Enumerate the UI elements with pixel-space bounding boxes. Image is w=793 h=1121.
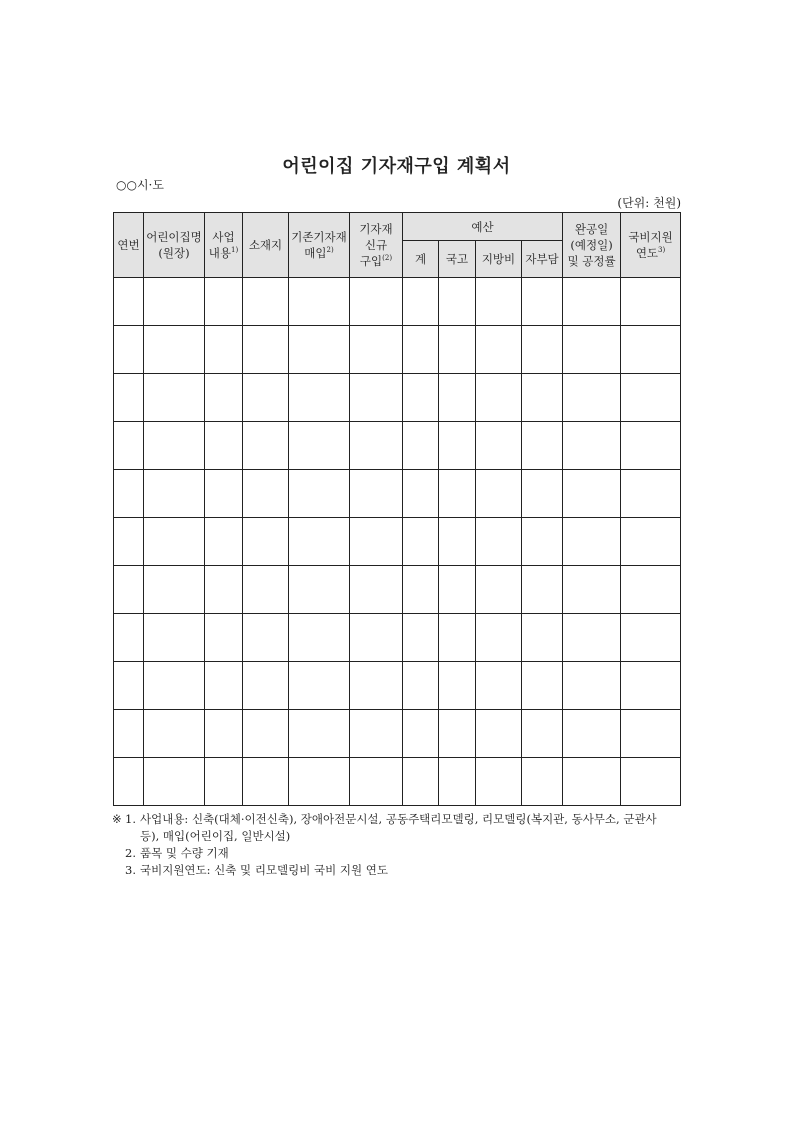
- table-cell[interactable]: [114, 614, 144, 662]
- table-cell[interactable]: [144, 278, 205, 326]
- table-cell[interactable]: [243, 710, 289, 758]
- table-cell[interactable]: [522, 470, 563, 518]
- table-cell[interactable]: [476, 422, 522, 470]
- table-cell[interactable]: [289, 662, 350, 710]
- table-cell[interactable]: [621, 278, 681, 326]
- footnote-1-text: 사업내용: 신축(대체·이전신축), 장애아전문시설, 공동주택리모델링, 리모델링(복지관, 동사무소, 군관사: [140, 812, 657, 826]
- region-label: ○○시·도: [116, 178, 164, 192]
- table-cell[interactable]: [289, 326, 350, 374]
- table-cell[interactable]: [476, 518, 522, 566]
- table-cell[interactable]: [621, 518, 681, 566]
- table-row: [114, 422, 681, 470]
- table-cell[interactable]: [350, 278, 403, 326]
- table-cell[interactable]: [476, 710, 522, 758]
- table-row: [114, 710, 681, 758]
- header-support-year: 국비지원 연도$^{3)}$: [621, 213, 681, 278]
- table-cell[interactable]: [522, 758, 563, 806]
- table-cell[interactable]: [403, 710, 439, 758]
- table-cell[interactable]: [350, 470, 403, 518]
- table-row: [114, 566, 681, 614]
- table-row: [114, 662, 681, 710]
- table-cell[interactable]: [350, 422, 403, 470]
- table-cell[interactable]: [621, 470, 681, 518]
- table-cell[interactable]: [243, 326, 289, 374]
- table-cell[interactable]: [243, 374, 289, 422]
- header-budget-national: 국고: [439, 241, 476, 278]
- table-cell[interactable]: [205, 278, 243, 326]
- header-serial: 연번: [114, 213, 144, 278]
- table-cell[interactable]: [289, 422, 350, 470]
- table-cell[interactable]: [114, 374, 144, 422]
- footnote-1-continued: 등), 매입(어린이집, 일반시설): [140, 829, 291, 843]
- table-cell[interactable]: [621, 566, 681, 614]
- header-completion: 완공일 (예정일) 및 공정률: [563, 213, 621, 278]
- table-row: [114, 326, 681, 374]
- table-cell[interactable]: [439, 326, 476, 374]
- table-cell[interactable]: [144, 662, 205, 710]
- table-cell[interactable]: [205, 518, 243, 566]
- table-cell[interactable]: [350, 374, 403, 422]
- table-cell[interactable]: [144, 518, 205, 566]
- table-cell[interactable]: [476, 374, 522, 422]
- table-cell[interactable]: [563, 470, 621, 518]
- table-cell[interactable]: [114, 710, 144, 758]
- table-cell[interactable]: [403, 326, 439, 374]
- table-cell[interactable]: [439, 710, 476, 758]
- table-cell[interactable]: [563, 662, 621, 710]
- table-cell[interactable]: [403, 470, 439, 518]
- table-cell[interactable]: [114, 422, 144, 470]
- footnote-3-text: 국비지원연도: 신축 및 리모델링비 국비 지원 연도: [140, 863, 388, 877]
- table-cell[interactable]: [205, 470, 243, 518]
- table-cell[interactable]: [439, 422, 476, 470]
- header-location: 소재지: [243, 213, 289, 278]
- table-cell[interactable]: [243, 518, 289, 566]
- header-budget-self: 자부담: [522, 241, 563, 278]
- table-cell[interactable]: [439, 374, 476, 422]
- table-cell[interactable]: [621, 422, 681, 470]
- table-cell[interactable]: [563, 278, 621, 326]
- table-cell[interactable]: [289, 518, 350, 566]
- table-cell[interactable]: [114, 518, 144, 566]
- table-cell[interactable]: [350, 710, 403, 758]
- table-cell[interactable]: [621, 326, 681, 374]
- table-cell[interactable]: [289, 278, 350, 326]
- table-cell[interactable]: [439, 470, 476, 518]
- table-cell[interactable]: [403, 422, 439, 470]
- table-cell[interactable]: [522, 614, 563, 662]
- table-cell[interactable]: [563, 614, 621, 662]
- table-cell[interactable]: [289, 566, 350, 614]
- table-cell[interactable]: [289, 710, 350, 758]
- table-cell[interactable]: [144, 614, 205, 662]
- footnote-2: 2. 품목 및 수량 기재: [125, 846, 229, 860]
- table-cell[interactable]: [522, 710, 563, 758]
- table-cell[interactable]: [144, 422, 205, 470]
- table-cell[interactable]: [205, 422, 243, 470]
- table-cell[interactable]: [289, 470, 350, 518]
- table-cell[interactable]: [243, 422, 289, 470]
- table-cell[interactable]: [563, 518, 621, 566]
- table-cell[interactable]: [205, 710, 243, 758]
- table-cell[interactable]: [522, 662, 563, 710]
- table-cell[interactable]: [621, 758, 681, 806]
- table-cell[interactable]: [439, 662, 476, 710]
- table-cell[interactable]: [144, 470, 205, 518]
- table-cell[interactable]: [243, 566, 289, 614]
- header-center-name: 어린이집명 (원장): [144, 213, 205, 278]
- header-new-equipment: 기자재 신규 구입$^{(2)}$: [350, 213, 403, 278]
- table-cell[interactable]: [439, 278, 476, 326]
- table-cell[interactable]: [205, 758, 243, 806]
- table-cell[interactable]: [563, 758, 621, 806]
- table-cell[interactable]: [144, 758, 205, 806]
- header-budget-local: 지방비: [476, 241, 522, 278]
- table-cell[interactable]: [114, 326, 144, 374]
- table-cell[interactable]: [476, 566, 522, 614]
- table-cell[interactable]: [621, 614, 681, 662]
- table-cell[interactable]: [621, 374, 681, 422]
- table-cell[interactable]: [439, 518, 476, 566]
- table-cell[interactable]: [476, 326, 522, 374]
- table-cell[interactable]: [476, 758, 522, 806]
- table-row: [114, 614, 681, 662]
- table-cell[interactable]: [522, 566, 563, 614]
- table-cell[interactable]: [439, 614, 476, 662]
- table-cell[interactable]: [243, 758, 289, 806]
- table-cell[interactable]: [114, 758, 144, 806]
- table-cell[interactable]: [243, 278, 289, 326]
- header-budget: 예산: [403, 213, 563, 241]
- table-cell[interactable]: [563, 374, 621, 422]
- header-existing-equipment: 기존기자재 매입$^{2)}$: [289, 213, 350, 278]
- table-cell[interactable]: [243, 662, 289, 710]
- table-cell[interactable]: [350, 326, 403, 374]
- table-cell[interactable]: [114, 566, 144, 614]
- table-cell[interactable]: [621, 662, 681, 710]
- table-cell[interactable]: [439, 566, 476, 614]
- table-cell[interactable]: [289, 758, 350, 806]
- table-cell[interactable]: [522, 374, 563, 422]
- table-cell[interactable]: [350, 614, 403, 662]
- table-row: [114, 374, 681, 422]
- table-cell[interactable]: [205, 566, 243, 614]
- table-row: [114, 518, 681, 566]
- table-cell[interactable]: [563, 422, 621, 470]
- table-cell[interactable]: [205, 374, 243, 422]
- table-cell[interactable]: [522, 326, 563, 374]
- table-cell[interactable]: [403, 566, 439, 614]
- header-budget-total: 계: [403, 241, 439, 278]
- footnote-3: 3. 국비지원연도: 신축 및 리모델링비 국비 지원 연도: [125, 863, 388, 877]
- table-cell[interactable]: [350, 758, 403, 806]
- table-row: [114, 470, 681, 518]
- table-row: [114, 758, 681, 806]
- table-header: [114, 213, 681, 278]
- table-cell[interactable]: [144, 710, 205, 758]
- table-cell[interactable]: [350, 662, 403, 710]
- plan-table: [113, 212, 681, 806]
- table-cell[interactable]: [403, 374, 439, 422]
- table-cell[interactable]: [205, 614, 243, 662]
- footnote-2-text: 품목 및 수량 기재: [140, 846, 229, 860]
- table-cell[interactable]: [403, 662, 439, 710]
- table-cell[interactable]: [350, 566, 403, 614]
- table-cell[interactable]: [522, 278, 563, 326]
- table-cell[interactable]: [114, 662, 144, 710]
- table-cell[interactable]: [476, 278, 522, 326]
- table-cell[interactable]: [403, 278, 439, 326]
- table-cell[interactable]: [243, 470, 289, 518]
- table-cell[interactable]: [289, 614, 350, 662]
- table-cell[interactable]: [563, 710, 621, 758]
- table-cell[interactable]: [144, 566, 205, 614]
- table-cell[interactable]: [476, 470, 522, 518]
- table-row: [114, 278, 681, 326]
- footnote-1: ※ 1. 사업내용: 신축(대체·이전신축), 장애아전문시설, 공동주택리모델링, 리모델링(복지관, 동사무소, 군관사: [112, 812, 657, 826]
- table-cell[interactable]: [621, 710, 681, 758]
- table-cell[interactable]: [205, 662, 243, 710]
- table-cell[interactable]: [114, 470, 144, 518]
- table-cell[interactable]: [476, 614, 522, 662]
- table-cell[interactable]: [144, 374, 205, 422]
- table-cell[interactable]: [350, 518, 403, 566]
- table-cell[interactable]: [243, 614, 289, 662]
- header-business: 사업 내용$^{1)}$: [205, 213, 243, 278]
- table-cell[interactable]: [563, 326, 621, 374]
- table-cell[interactable]: [144, 326, 205, 374]
- table-cell[interactable]: [403, 518, 439, 566]
- footnotes: [112, 811, 682, 879]
- reference-mark: ※: [112, 812, 122, 826]
- table-cell[interactable]: [439, 758, 476, 806]
- table-cell[interactable]: [563, 566, 621, 614]
- table-cell[interactable]: [403, 758, 439, 806]
- table-cell[interactable]: [289, 374, 350, 422]
- table-cell[interactable]: [403, 614, 439, 662]
- unit-label: (단위: 천원): [617, 196, 681, 210]
- table-cell[interactable]: [522, 518, 563, 566]
- document-title: 어린이집 기자재구입 계획서: [282, 156, 511, 177]
- table-cell[interactable]: [205, 326, 243, 374]
- table-cell[interactable]: [522, 422, 563, 470]
- table-cell[interactable]: [114, 278, 144, 326]
- table-body: [114, 278, 681, 806]
- table-cell[interactable]: [476, 662, 522, 710]
